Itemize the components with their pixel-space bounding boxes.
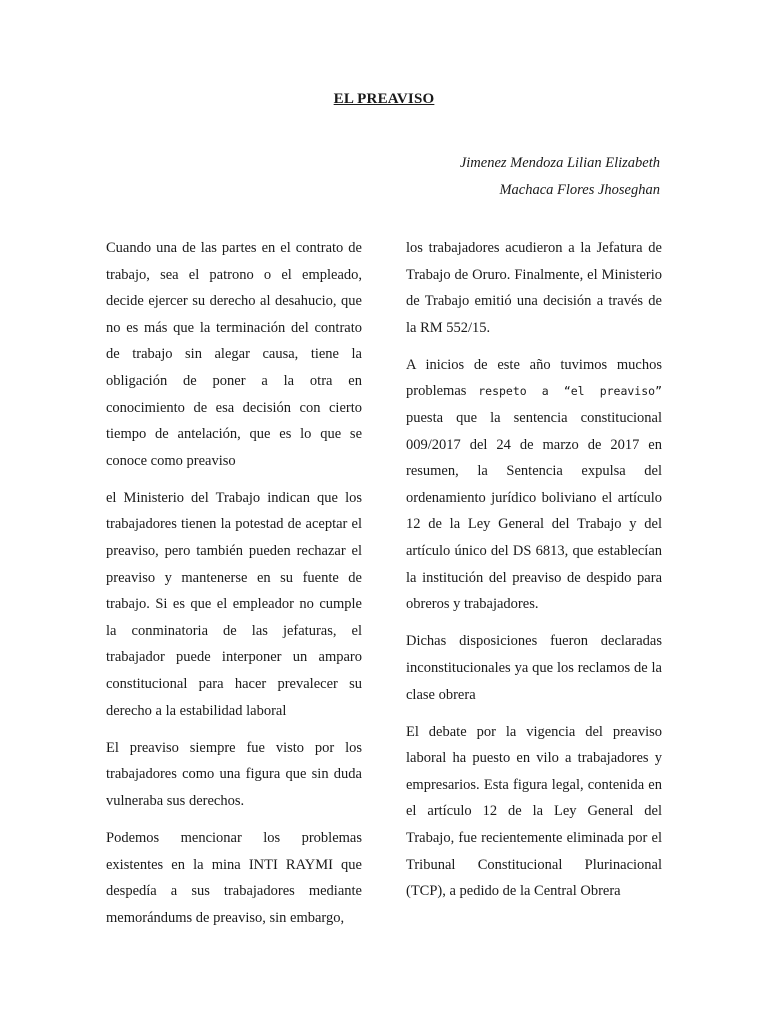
body-paragraph: el Ministerio del Trabajo indican que los trabajadores tienen la potestad de aceptar el preaviso, pero también pueden rechazar el preaviso y mantenerse en su fuente de trabajo. Si es que el empleador no cumple la conminatoria de las jefaturas, el trabajador puede interponer un amparo constitucional para hacer prevalecer su derecho a la estabilidad laboral [106,489,362,719]
body-paragraph: Cuando una de las partes en el contrato de trabajo, sea el patrono o el empleado, decide ejercer su derecho al desahucio, que no es más que la terminación del contrato de trabajo sin alegar causa, tiene la obligación de poner a la otra en conocimiento de esa decisión con cierto tiempo de antelación, que es lo que se conoce como preaviso [106,240,362,469]
body-paragraph: Podemos mencionar los problemas existentes en la mina INTI RAYMI que despedía a sus trabajadores mediante memorándums de preaviso, sin embargo, [106,829,362,926]
paragraph-text: puesta que la sentencia constitucional 009/2017 del 24 de marzo de 2017 en resumen, la Sentencia expulsa del ordenamiento jurídico boliviano el artículo 12 de la Ley General del Trabajo y del artículo único del DS 6813, que establecían la institución del preaviso de despido para obreros y trabajadores. [406,410,662,613]
document-title: EL PREAVISO [333,91,435,107]
left-text-column [106,235,362,942]
author-name: Machaca Flores Jhoseghan [499,182,660,198]
body-paragraph: Dichas disposiciones fueron declaradas inconstitucionales ya que los reclamos de la clase obrera [406,633,662,703]
right-text-column [406,235,662,915]
body-paragraph: El debate por la vigencia del preaviso laboral ha puesto en vilo a trabajadores y empresarios. Esta figura legal, contenida en el artículo 12 de la Ley General del Trabajo, fue recientemente eliminada por el Tribunal Constitucional Plurinacional (TCP), a pedido de la Central Obrera [406,723,662,900]
body-paragraph: El preaviso siempre fue visto por los trabajadores como una figura que sin duda vulneraba sus derechos. [106,739,362,809]
body-paragraph [406,352,662,618]
author-list [460,150,660,204]
paragraph-text: A inicios de este año tuvimos muchos problemas [406,356,662,400]
author-name: Jimenez Mendoza Lilian Elizabeth [459,155,660,171]
monospace-quote: respeto a “el preaviso” [478,384,663,399]
body-paragraph: los trabajadores acudieron a la Jefatura de Trabajo de Oruro. Finalmente, el Ministerio de Trabajo emitió una decisión a través de la RM 552/15. [406,240,662,336]
